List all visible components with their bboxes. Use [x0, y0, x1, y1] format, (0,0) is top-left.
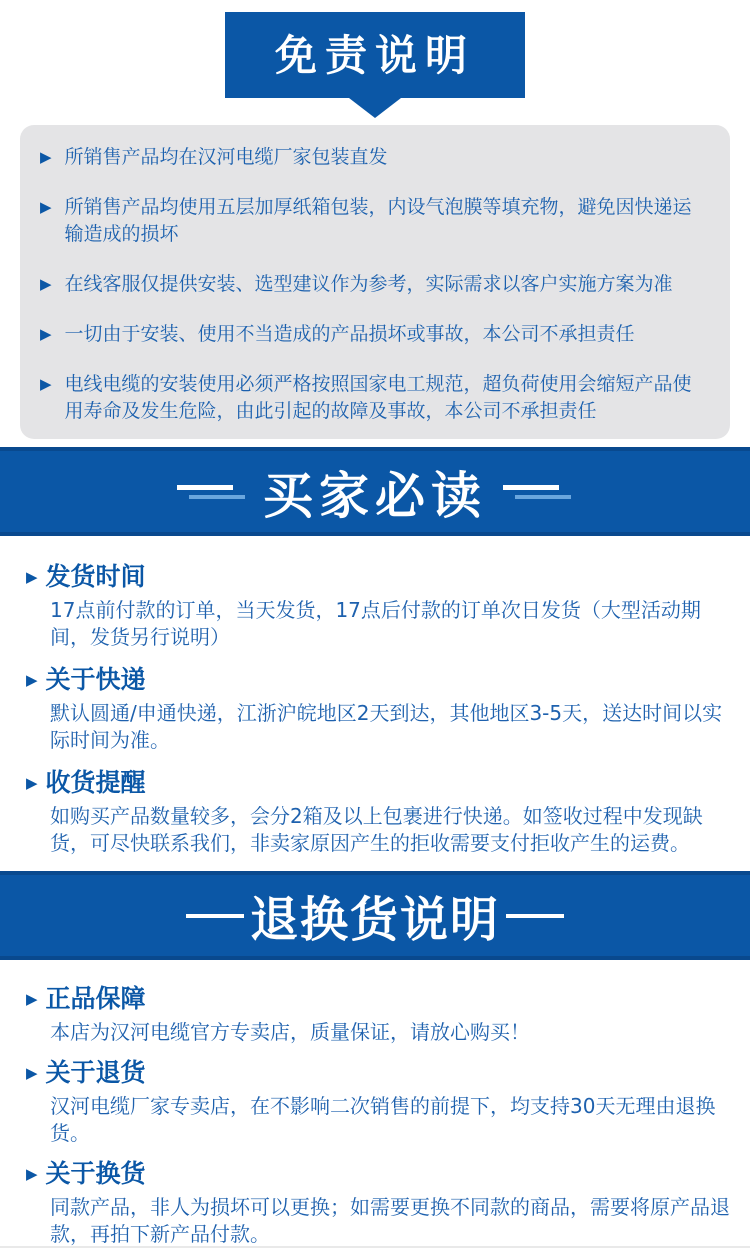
- returns-notice-banner: [0, 871, 750, 960]
- disclaimer-header: [0, 0, 750, 118]
- section-arrow-icon: ▶: [26, 774, 38, 792]
- banner-dash-left-icon: [186, 914, 244, 918]
- buyer-notice-banner: [0, 447, 750, 536]
- section-express: [26, 665, 742, 754]
- section-body-text: 汉河电缆厂家专卖店，在不影响二次销售的前提下，均支持30天无理由退换货。: [50, 1094, 716, 1145]
- banner-dash-right-icon: [503, 482, 573, 502]
- returns-notice-sections: [0, 960, 750, 1248]
- section-arrow-icon: ▶: [26, 1064, 38, 1082]
- section-returns: [26, 1058, 742, 1147]
- section-heading: [26, 562, 742, 592]
- section-body-text: 本店为汉河电缆官方专卖店，质量保证，请放心购买！: [50, 1020, 530, 1044]
- section-receipt-reminder: [26, 768, 742, 857]
- section-body-text: 默认圆通/申通快递，江浙沪皖地区2天到达，其他地区3-5天，送达时间以实际时间为准。: [50, 701, 723, 752]
- buyer-notice-banner-title: 买家必读: [263, 466, 487, 525]
- list-item: [38, 194, 706, 248]
- list-item: [38, 371, 706, 425]
- disclaimer-title: 免责说明: [225, 12, 525, 98]
- section-heading-text: 收货提醒: [45, 768, 146, 797]
- section-heading: [26, 768, 742, 798]
- section-arrow-icon: ▶: [26, 568, 38, 586]
- section-authenticity: [26, 984, 742, 1046]
- section-body-text: 如购买产品数量较多，会分2箱及以上包裹进行快递。如签收过程中发现缺货，可尽快联系我们，非卖家原因产生的拒收需要支付拒收产生的运费。: [50, 804, 703, 855]
- section-heading-text: 正品保障: [45, 984, 146, 1013]
- pointer-notch-icon: [349, 98, 401, 118]
- section-arrow-icon: ▶: [26, 1165, 38, 1183]
- bottom-divider: [0, 1246, 750, 1248]
- section-heading: [26, 665, 742, 695]
- buyer-notice-sections: [0, 536, 750, 857]
- section-body-text: 同款产品，非人为损坏可以更换；如需要更换不同款的商品，需要将原产品退款，再拍下新产品付款。: [50, 1195, 730, 1246]
- section-arrow-icon: ▶: [26, 671, 38, 689]
- section-heading-text: 关于快递: [45, 665, 146, 694]
- list-item: [38, 271, 706, 298]
- banner-dash-right-icon: [506, 914, 564, 918]
- list-item: [38, 321, 706, 348]
- banner-dash-left-icon: [177, 482, 247, 502]
- bullet-arrow-icon: ▶: [40, 148, 52, 166]
- disclaimer-item-text: 所销售产品均使用五层加厚纸箱包装，内设气泡膜等填充物，避免因快递运输造成的损坏: [64, 196, 692, 245]
- section-heading: [26, 1159, 742, 1189]
- section-heading-text: 关于退货: [45, 1058, 146, 1087]
- section-body-text: 17点前付款的订单，当天发货，17点后付款的订单次日发货（大型活动期间，发货另行说明）: [50, 598, 701, 649]
- disclaimer-panel: [20, 125, 730, 439]
- section-heading-text: 关于换货: [45, 1159, 146, 1188]
- section-arrow-icon: ▶: [26, 990, 38, 1008]
- bullet-arrow-icon: ▶: [40, 325, 52, 343]
- returns-notice-banner-title: 退换货说明: [249, 892, 500, 948]
- bullet-arrow-icon: ▶: [40, 275, 52, 293]
- section-heading: [26, 1058, 742, 1088]
- section-shipping-time: [26, 562, 742, 651]
- bullet-arrow-icon: ▶: [40, 375, 52, 393]
- section-heading: [26, 984, 742, 1014]
- disclaimer-item-text: 在线客服仅提供安装、选型建议作为参考，实际需求以客户实施方案为准: [64, 273, 673, 295]
- disclaimer-item-text: 所销售产品均在汉河电缆厂家包装直发: [64, 146, 388, 168]
- list-item: [38, 144, 706, 171]
- section-exchange: [26, 1159, 742, 1248]
- disclaimer-item-text: 一切由于安装、使用不当造成的产品损坏或事故，本公司不承担责任: [64, 323, 635, 345]
- bullet-arrow-icon: ▶: [40, 198, 52, 216]
- section-heading-text: 发货时间: [45, 562, 146, 591]
- disclaimer-item-text: 电线电缆的安装使用必须严格按照国家电工规范，超负荷使用会缩短产品使用寿命及发生危险，由此引起的故障及事故，本公司不承担责任: [64, 373, 692, 422]
